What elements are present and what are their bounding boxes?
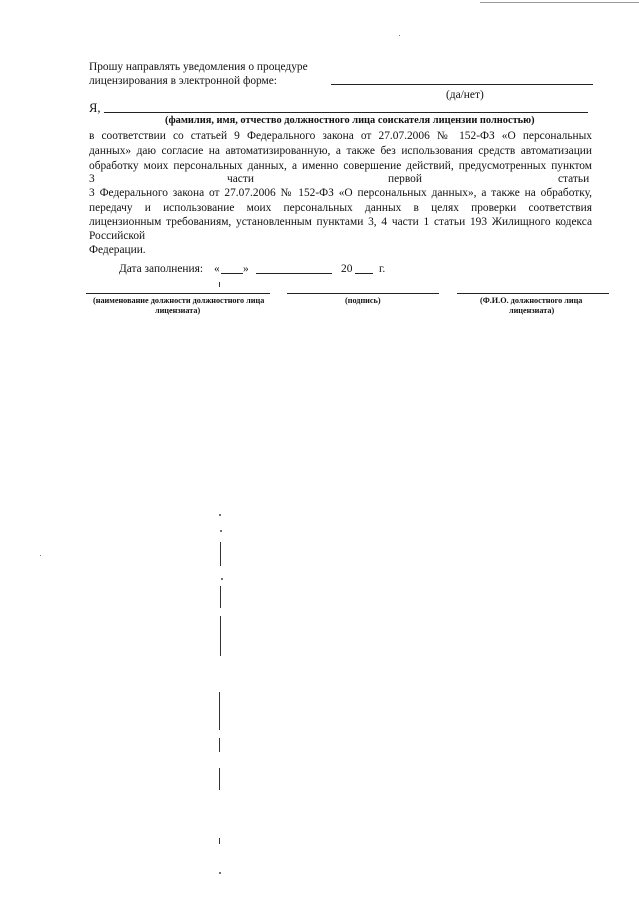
- scan-mark: [220, 616, 221, 656]
- scan-dot: [40, 555, 41, 556]
- scan-mark: [219, 768, 220, 790]
- consent-word-part: части: [227, 173, 254, 185]
- scan-mark: [219, 282, 220, 287]
- signature-caption: (подпись): [345, 296, 381, 305]
- consent-line: Федерации.: [89, 244, 146, 256]
- scan-dot: [219, 514, 221, 516]
- date-label: Дата заполнения:: [119, 263, 204, 275]
- date-year-prefix: 20: [341, 263, 353, 275]
- date-day-field[interactable]: [221, 273, 243, 274]
- name-caption-line-2: лицензиата): [509, 306, 555, 315]
- scan-mark: [219, 738, 220, 752]
- name-caption: (Ф.И.О. должностного лица: [480, 296, 583, 305]
- consent-line: Российской: [89, 230, 146, 242]
- notice-line-1: Прошу направлять уведомления о процедуре: [89, 61, 308, 73]
- consent-line: лицензионным требованиям, установленным пунктами 3, 4 части 1 статьи 193 Жилищного кодекса: [89, 216, 592, 228]
- scan-dot: [399, 35, 400, 36]
- scan-mark: [220, 542, 221, 566]
- date-year-suffix: г.: [379, 263, 386, 275]
- consent-line: 3 Федерального закона от 27.07.2006 № 152-ФЗ «О персональных данных», а также на обработку,: [89, 187, 592, 199]
- consent-line: обработку моих персональных данных, а именно совершение действий, предусмотренных пунктом: [89, 160, 592, 172]
- full-name-field[interactable]: [457, 293, 609, 294]
- date-open-quote: «: [214, 263, 220, 275]
- electronic-form-answer-field[interactable]: [331, 84, 593, 85]
- scan-dot: [220, 530, 222, 532]
- top-edge-line: [480, 2, 639, 3]
- scan-dot: [221, 578, 223, 580]
- consent-line: в соответствии со статьей 9 Федерального закона от 27.07.2006 № 152-ФЗ «О персональных: [89, 130, 592, 142]
- applicant-prefix: Я,: [89, 101, 101, 115]
- date-year-field[interactable]: [355, 273, 373, 274]
- applicant-name-field[interactable]: [104, 112, 588, 113]
- consent-line: передачу и использование моих персональных данных в целях проверки соответствия: [89, 202, 592, 214]
- applicant-caption: (фамилия, имя, отчество должностного лица соискателя лицензии полностью): [165, 115, 535, 126]
- scan-mark: [220, 586, 221, 608]
- consent-word-first: первой: [388, 173, 422, 185]
- consent-word-article: статьи: [558, 173, 590, 185]
- signature-field[interactable]: [287, 293, 439, 294]
- position-signature-field[interactable]: [86, 293, 270, 294]
- position-caption-line-2: лицензиата): [155, 306, 201, 315]
- scan-dot: [219, 872, 221, 874]
- date-close-quote: »: [243, 263, 249, 275]
- notice-line-2: лицензирования в электронной форме:: [89, 75, 277, 87]
- scan-mark: [219, 838, 220, 844]
- scan-mark: [219, 692, 220, 730]
- answer-caption: (да/нет): [446, 89, 484, 101]
- consent-word-3: 3: [89, 173, 95, 185]
- date-month-field[interactable]: [256, 273, 332, 274]
- position-caption: (наименование должности должностного лица: [93, 296, 265, 305]
- consent-line: данных» даю согласие на автоматизированную, а также без использования средств автоматизации: [89, 145, 592, 157]
